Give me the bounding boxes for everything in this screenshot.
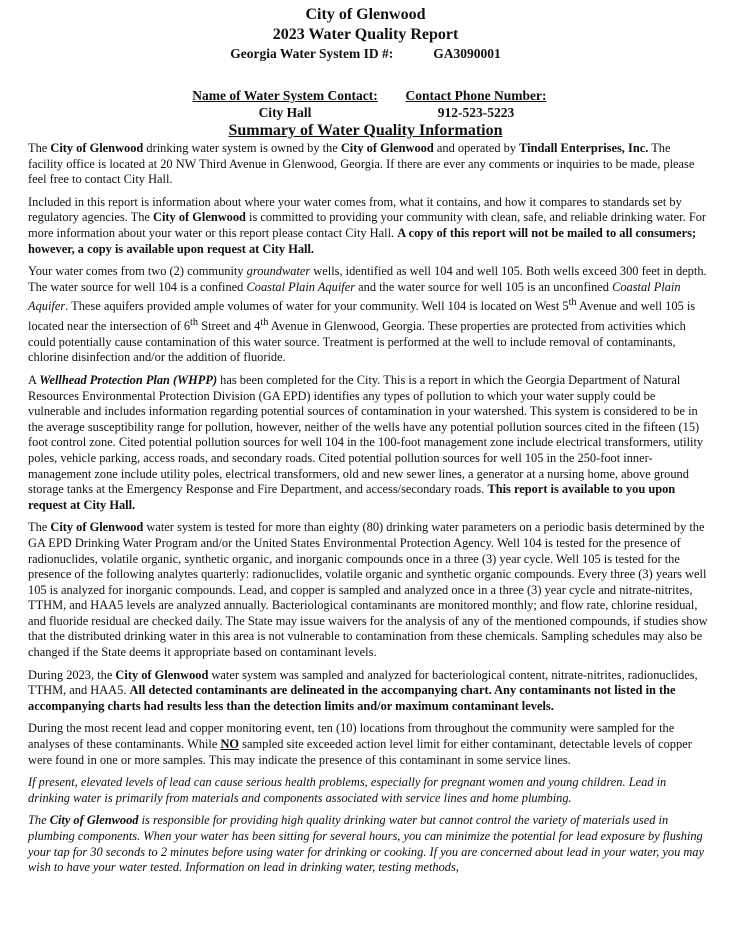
system-id-label: Georgia Water System ID #:: [230, 46, 394, 61]
report-body: [28, 141, 708, 883]
contact-phone: 912-523-5223: [437, 105, 515, 120]
system-id-line: [0, 46, 731, 62]
paragraph-lead-responsibility: The City of Glenwood is responsible for providing high quality drinking water but cannot control the variety of materials used in plumbing components. When your water has been sitting for several hours, you can minimize the potential for lead exposure by flushing your tap for 30 seconds to 2 minutes before using water for drinking or cooking. If you are concerned about lead in your water, you may wish to have your water tested. Information on lead in drinking water, testing methods,: [28, 813, 705, 875]
contact-name: City Hall: [258, 105, 312, 120]
paragraph-testing: The City of Glenwood water system is tested for more than eighty (80) drinking water parameters on a periodic basis determined by the GA EPD Drinking Water Program and/or the United States Environmental Protection Agency. Well 104 is tested for the presence of radionuclides, volatile organic, synthetic organic, and inorganic compounds once in a three (3) year cycle. Well 105 is tested for the presence of the following analytes quarterly: radionuclides, volatile organic and synthetic organic compounds. Every three (3) years well 105 is analyzed for inorganic compounds. Lead, and copper is sampled and analyzed once in a three (3) year cycle and nitrate-nitrites, TTHM, and HAA5 levels are analyzed annually. Bacteriological contaminants are monitored monthly; and flow rate, chlorine residual, and fluoride residual are checked daily. The State may issue waivers for the analysis of any of the mentioned compounds, if studies show that the distributed drinking water in this area is not vulnerable to contamination from these chemicals. Sampling schedules may also be changed if the State deems it appropriate based on contaminant levels.: [28, 520, 708, 660]
paragraph-water-source: Your water comes from two (2) community groundwater wells, identified as well 104 and well 105. Both wells exceed 300 feet in depth. The water source for well 104 is a confined Coastal Plain Aquifer and the water source for well 105 is an unconfined Coastal Plain Aquifer. These aquifers provided ample volumes of water for your community. Well 104 is located on West 5th Avenue and well 105 is located near the intersection of 6th Street and 4th Avenue in Glenwood, Georgia. These properties are protected from activities which could potentially cause contamination of this water source. Treatment is performed at the well to include removal of contaminants, chlorine disinfection and/or the addition of fluoride.: [28, 264, 707, 365]
contact-phone-label: Contact Phone Number:: [405, 88, 547, 103]
paragraph-report-info: Included in this report is information about where your water comes from, what it contains, and how it compares to standards set by regulatory agencies. The City of Glenwood is committed to providing your community with clean, safe, and reliable drinking water. For more information about your water or this report please contact City Hall. A copy of this report will not be mailed to all consumers; however, a copy is available upon request at City Hall.: [28, 194, 707, 256]
system-id: GA3090001: [433, 46, 501, 61]
summary-heading: Summary of Water Quality Information: [228, 122, 503, 139]
paragraph-2023-sampling: During 2023, the City of Glenwood water system was sampled and analyzed for bacteriological content, nitrate-nitrites, radionuclides, TTHM, and HAA5. All detected contaminants are delineated in the accompanying chart. Any contaminants not listed in the accompanying charts had results less than the detection limits and/or maximum contaminant levels.: [28, 667, 698, 713]
report-title: 2023 Water Quality Report: [272, 26, 459, 43]
paragraph-ownership: The City of Glenwood drinking water system is owned by the City of Glenwood and operated by Tindall Enterprises, Inc. The facility office is located at 20 NW Third Avenue in Glenwood, Georgia. If there are ever any comments or inquiries to be made, please feel free to contact City Hall.: [28, 141, 695, 187]
contact-name-label: Name of Water System Contact:: [192, 88, 378, 103]
paragraph-lead-health: If present, elevated levels of lead can cause serious health problems, especially for pregnant women and young children. Lead in drinking water is primarily from materials and components associated with service lines and home plumbing.: [28, 775, 667, 805]
paragraph-wellhead-protection: A Wellhead Protection Plan (WHPP) has been completed for the City. This is a report in which the Georgia Department of Natural Resources Environmental Protection Division (GA EPD) identifies any types of pollution to which your water supply could be vulnerable and includes information regarding potential sources of contamination in your watershed. This system is considered to be in the average susceptibility range for pollution, however, neither of the wells have any potential pollution sources cited in the fifteen (15) foot control zone. Cited potential pollution sources for well 104 in the 100-foot management zone include electrical transformers, utility poles, vehicle parking, access roads, and secondary roads. Cited potential pollution sources for well 105 in the 250-foot inner-management zone include utility poles, electrical transformers, old and new sewer lines, a generator at a nursing home, above ground storage tanks at the Emergency Response and Fire Department, and access/secondary roads. This report is available to you upon request at City Hall.: [28, 372, 704, 512]
paragraph-lead-copper: During the most recent lead and copper monitoring event, ten (10) locations from throughout the community were sampled for the analyses of these contaminants. While NO sampled site exceeded action level limit for either contaminant, detectable levels of copper were found in one or more samples. This may indicate the presence of this contaminant in some service lines.: [28, 721, 692, 767]
contact-phone-column: [390, 87, 562, 121]
city-name: City of Glenwood: [305, 6, 426, 23]
contact-name-column: [180, 87, 390, 121]
